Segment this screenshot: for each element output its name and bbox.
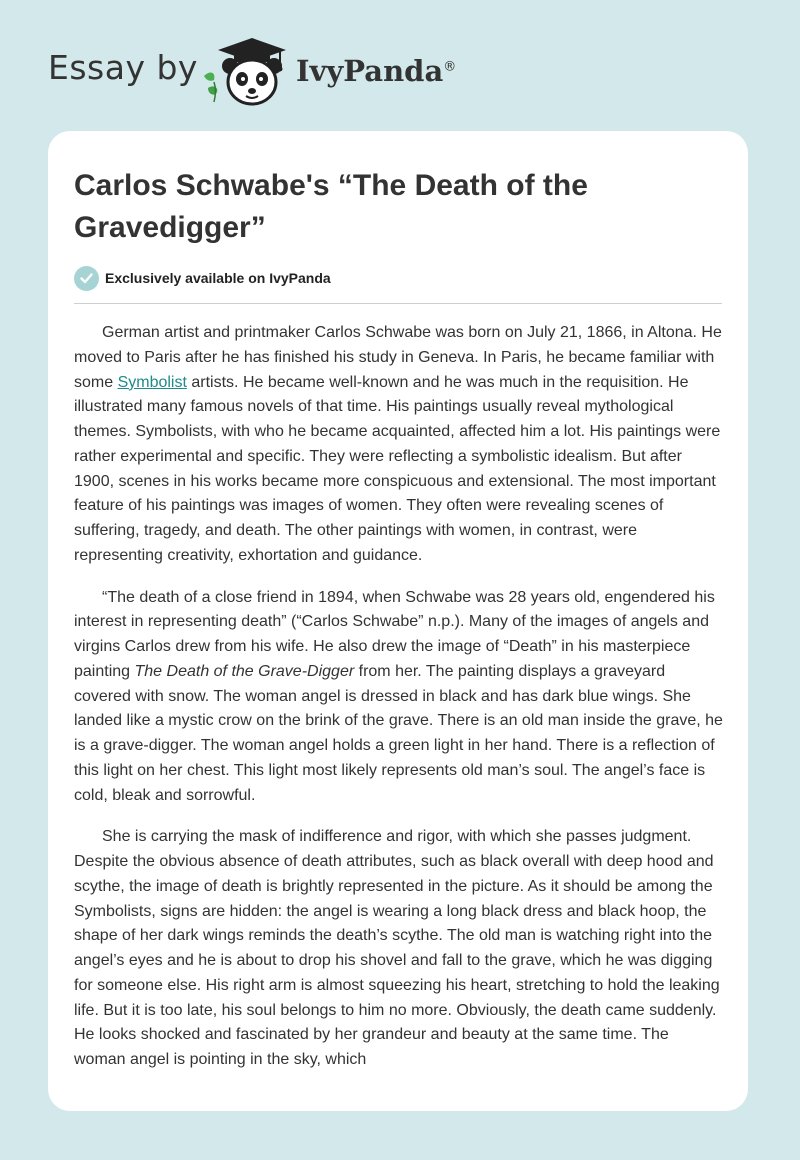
exclusive-badge [74,265,331,291]
exclusive-badge-text: Exclusively available on IvyPanda [105,270,331,286]
essay-body [74,321,724,1090]
page-title: Carlos Schwabe's “The Death of the Gravedigger” [74,169,588,244]
divider [74,303,722,304]
check-icon [74,266,99,291]
ivypanda-brand-name[interactable]: IvyPanda® [296,54,457,88]
panda-graduate-logo-icon[interactable] [200,36,292,108]
site-header [0,0,800,120]
painting-title: The Death of the Grave-Digger [134,662,355,680]
paragraph-3: She is carrying the mask of indifference and rigor, with which she passes judgment. Despite the obvious absence of death attributes, such as black overall with deep hood and scythe, the image of death is brightly represented in the picture. As it should be among the Symbolists, signs are hidden: the angel is wearing a long black dress and black hoop, the shape of her dark wings reminds the death’s scythe. The old man is watching right into the angel’s eyes and he is about to drop his shovel and fall to the grave, which he was digging for someone else. His right arm is almost squeezing his heart, stretching to hold the leaking life. But it is too late, his soul belongs to him no more. Obviously, the death came suddenly. He looks shocked and fascinated by her grandeur and beauty at the same time. The woman angel is pointing in the sky, which [74,828,720,1068]
symbolist-link[interactable]: Symbolist [117,373,187,391]
essay-by-label: Essay by [48,48,198,87]
paragraph-2: “The death of a close friend in 1894, when Schwabe was 28 years old, engendered his interest in representing death” (“Carlos Schwabe” n.p.). Many of the images of angels and virgins Carlos drew from his wife. He also drew the image of “Death” in his masterpiece painting The Death of the Grave-Digger from her. The painting displays a graveyard covered with snow. The woman angel is dressed in black and has dark blue wings. She landed like a mystic crow on the brink of the grave. There is an old man inside the grave, he is a grave-digger. The woman angel holds a green light in her hand. There is a reflection of this light on her chest. This light most likely represents old man’s soul. The angel’s face is cold, bleak and sorrowful. [74,588,723,804]
paragraph-1: German artist and printmaker Carlos Schwabe was born on July 21, 1866, in Altona. He moved to Paris after he has finished his study in Geneva. In Paris, he became familiar with some Symbolist artists. He became well-known and he was much in the requisition. He illustrated many famous novels of that time. His paintings usually reveal mythological themes. Symbolists, with who he became acquainted, affected him a lot. His paintings were rather experimental and specific. They were reflecting a symbolistic idealism. But after 1900, scenes in his works became more conspicuous and extensional. The most important feature of his paintings was images of women. They often were revealing scenes of suffering, tragedy, and death. The other paintings with women, in contrast, were representing creativity, exhortation and guidance. [74,324,722,564]
essay-card [48,131,748,1111]
